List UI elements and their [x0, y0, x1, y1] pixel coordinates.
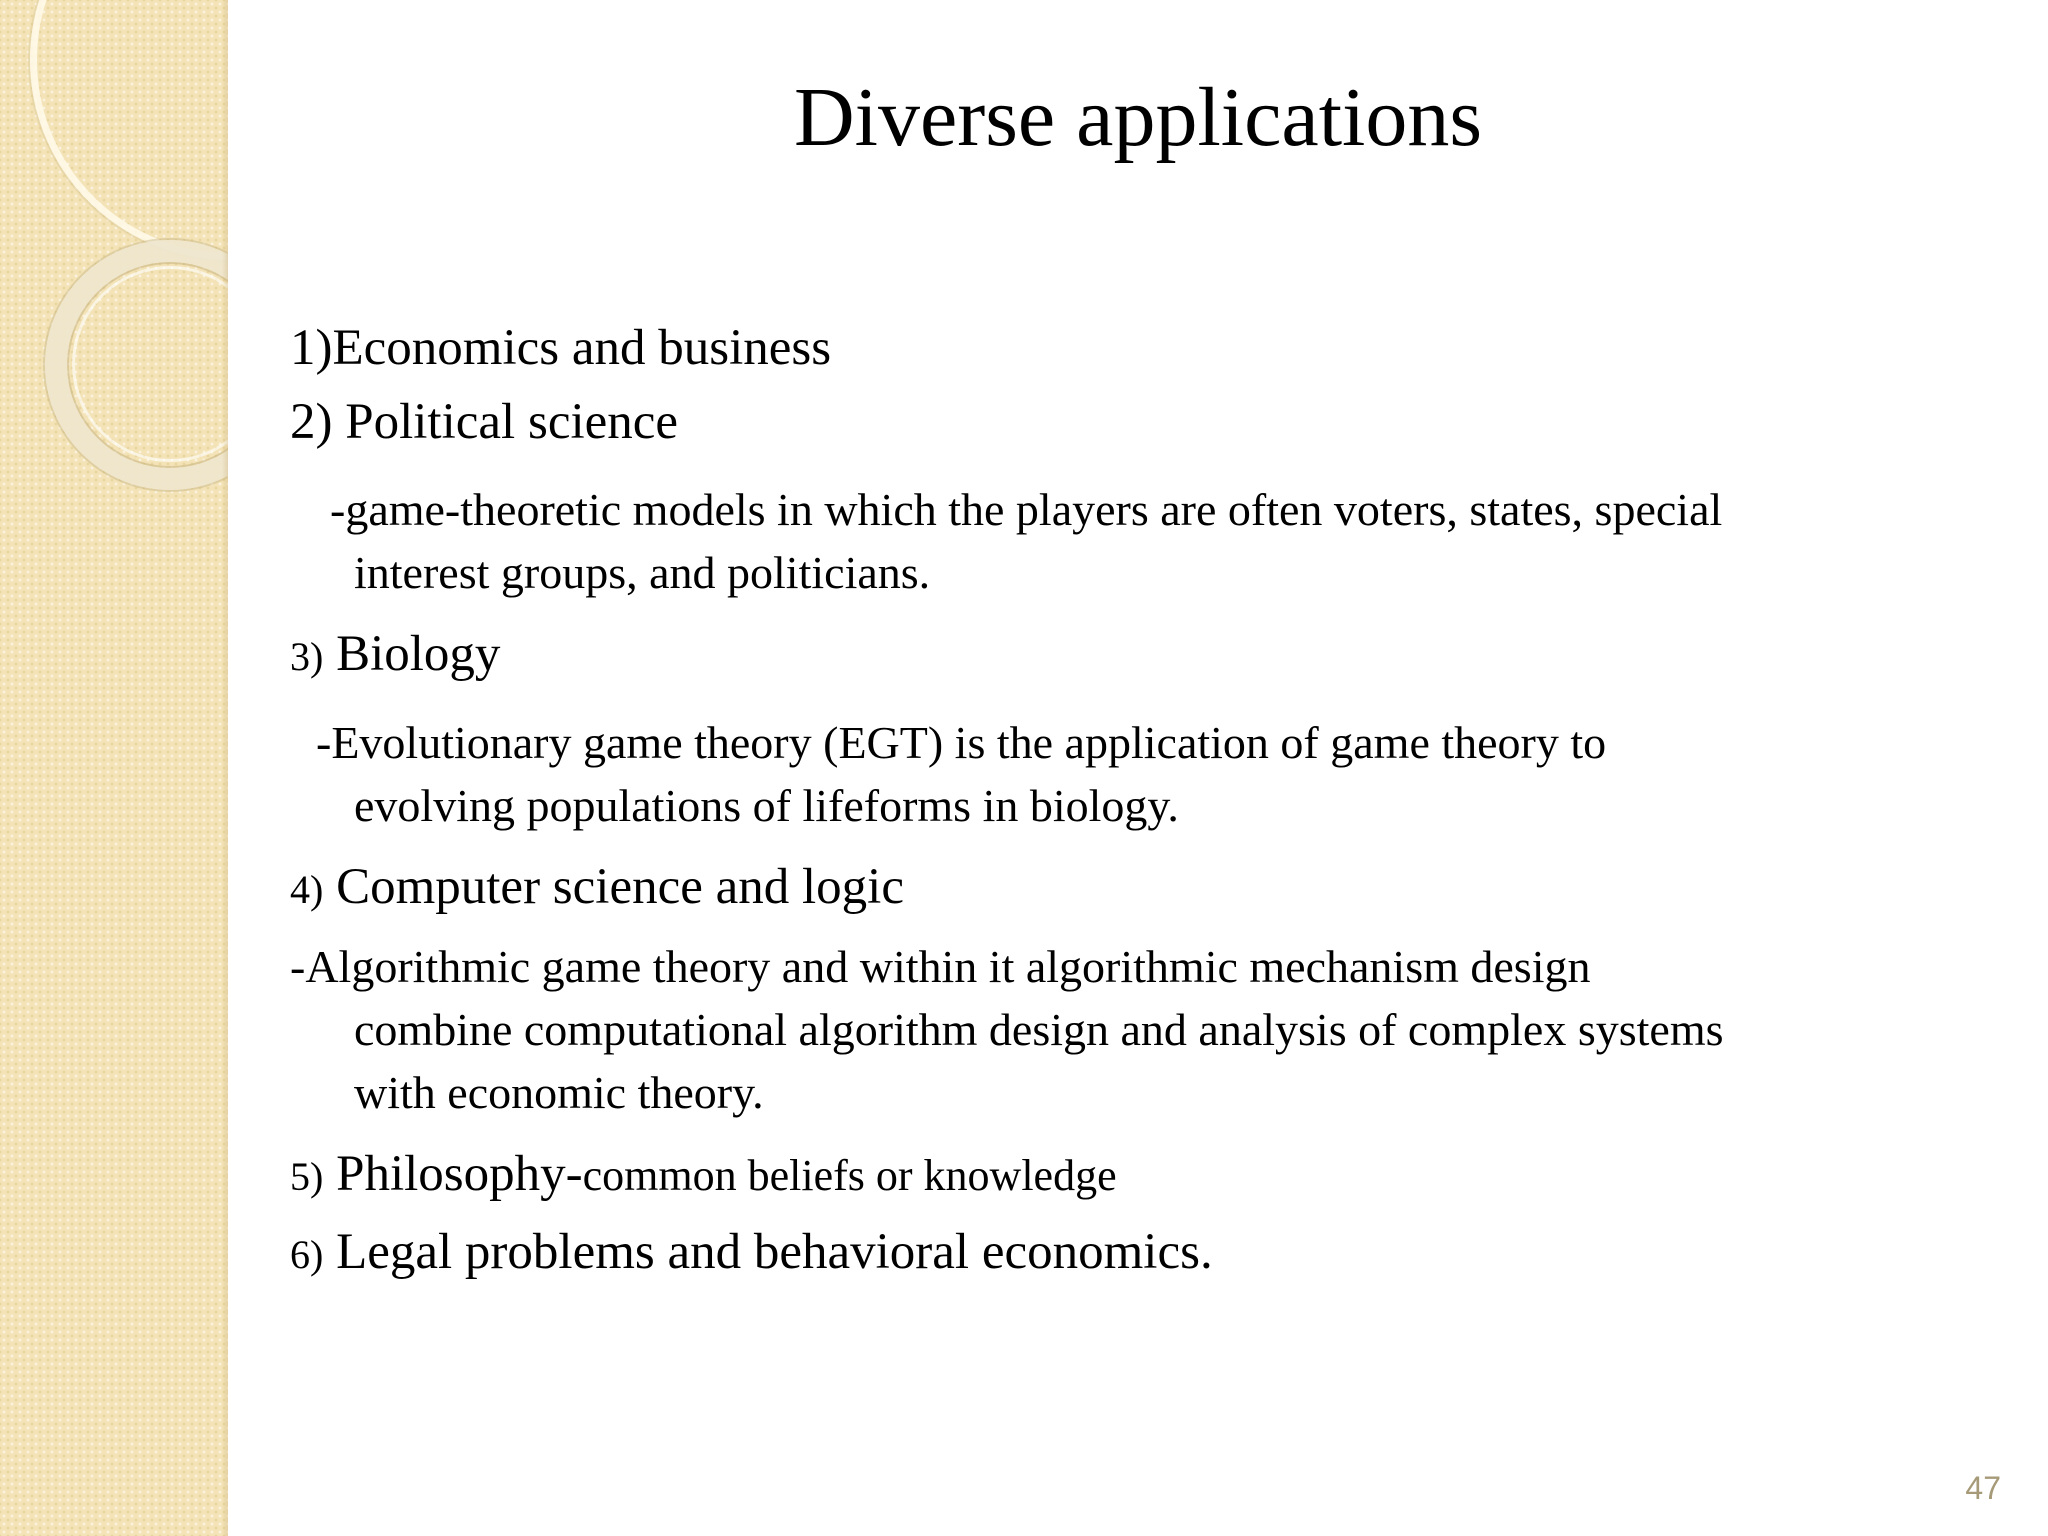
item-political-science: 2) Political science — [290, 394, 679, 451]
cs-description-line-2: combine computational algorithm design and analysis of complex systems — [354, 1003, 1724, 1055]
decorative-side-band — [0, 0, 228, 1536]
item-philosophy — [290, 1144, 1930, 1204]
slide-content — [290, 318, 1930, 1282]
side-band-edge — [222, 0, 228, 1536]
biology-description-line-1: -Evolutionary game theory (EGT) is the application of game theory to — [316, 716, 1607, 768]
item-biology-number: 3) — [290, 634, 324, 680]
item-computer-science — [290, 857, 1930, 917]
item-economics: 1)Economics and business — [290, 320, 832, 376]
item-biology-label: Biology — [336, 626, 501, 683]
political-description-line-2: interest groups, and politicians. — [354, 547, 931, 599]
decorative-ring-top — [30, 0, 228, 260]
item-cs-number: 4) — [290, 866, 324, 912]
item-legal-number: 6) — [290, 1231, 324, 1277]
cs-description-line-1: -Algorithmic game theory and within it algorithmic mechanism design — [290, 940, 1591, 992]
page-number: 47 — [1965, 1470, 2001, 1506]
item-legal — [290, 1222, 1930, 1282]
item-biology — [290, 624, 1930, 684]
cs-description-line-3: with economic theory. — [354, 1066, 764, 1118]
political-description-line-1: -game-theoretic models in which the players are often voters, states, special — [330, 484, 1723, 536]
biology-description-line-2: evolving populations of lifeforms in biology. — [354, 779, 1179, 831]
item-philosophy-label: Philosophy- — [336, 1145, 583, 1202]
item-cs-label: Computer science and logic — [336, 858, 904, 915]
item-legal-label: Legal problems and behavioral economics. — [336, 1223, 1213, 1280]
slide-title: Diverse applications — [793, 71, 1483, 164]
item-philosophy-description: common beliefs or knowledge — [582, 1150, 1117, 1200]
item-philosophy-number: 5) — [290, 1153, 324, 1199]
